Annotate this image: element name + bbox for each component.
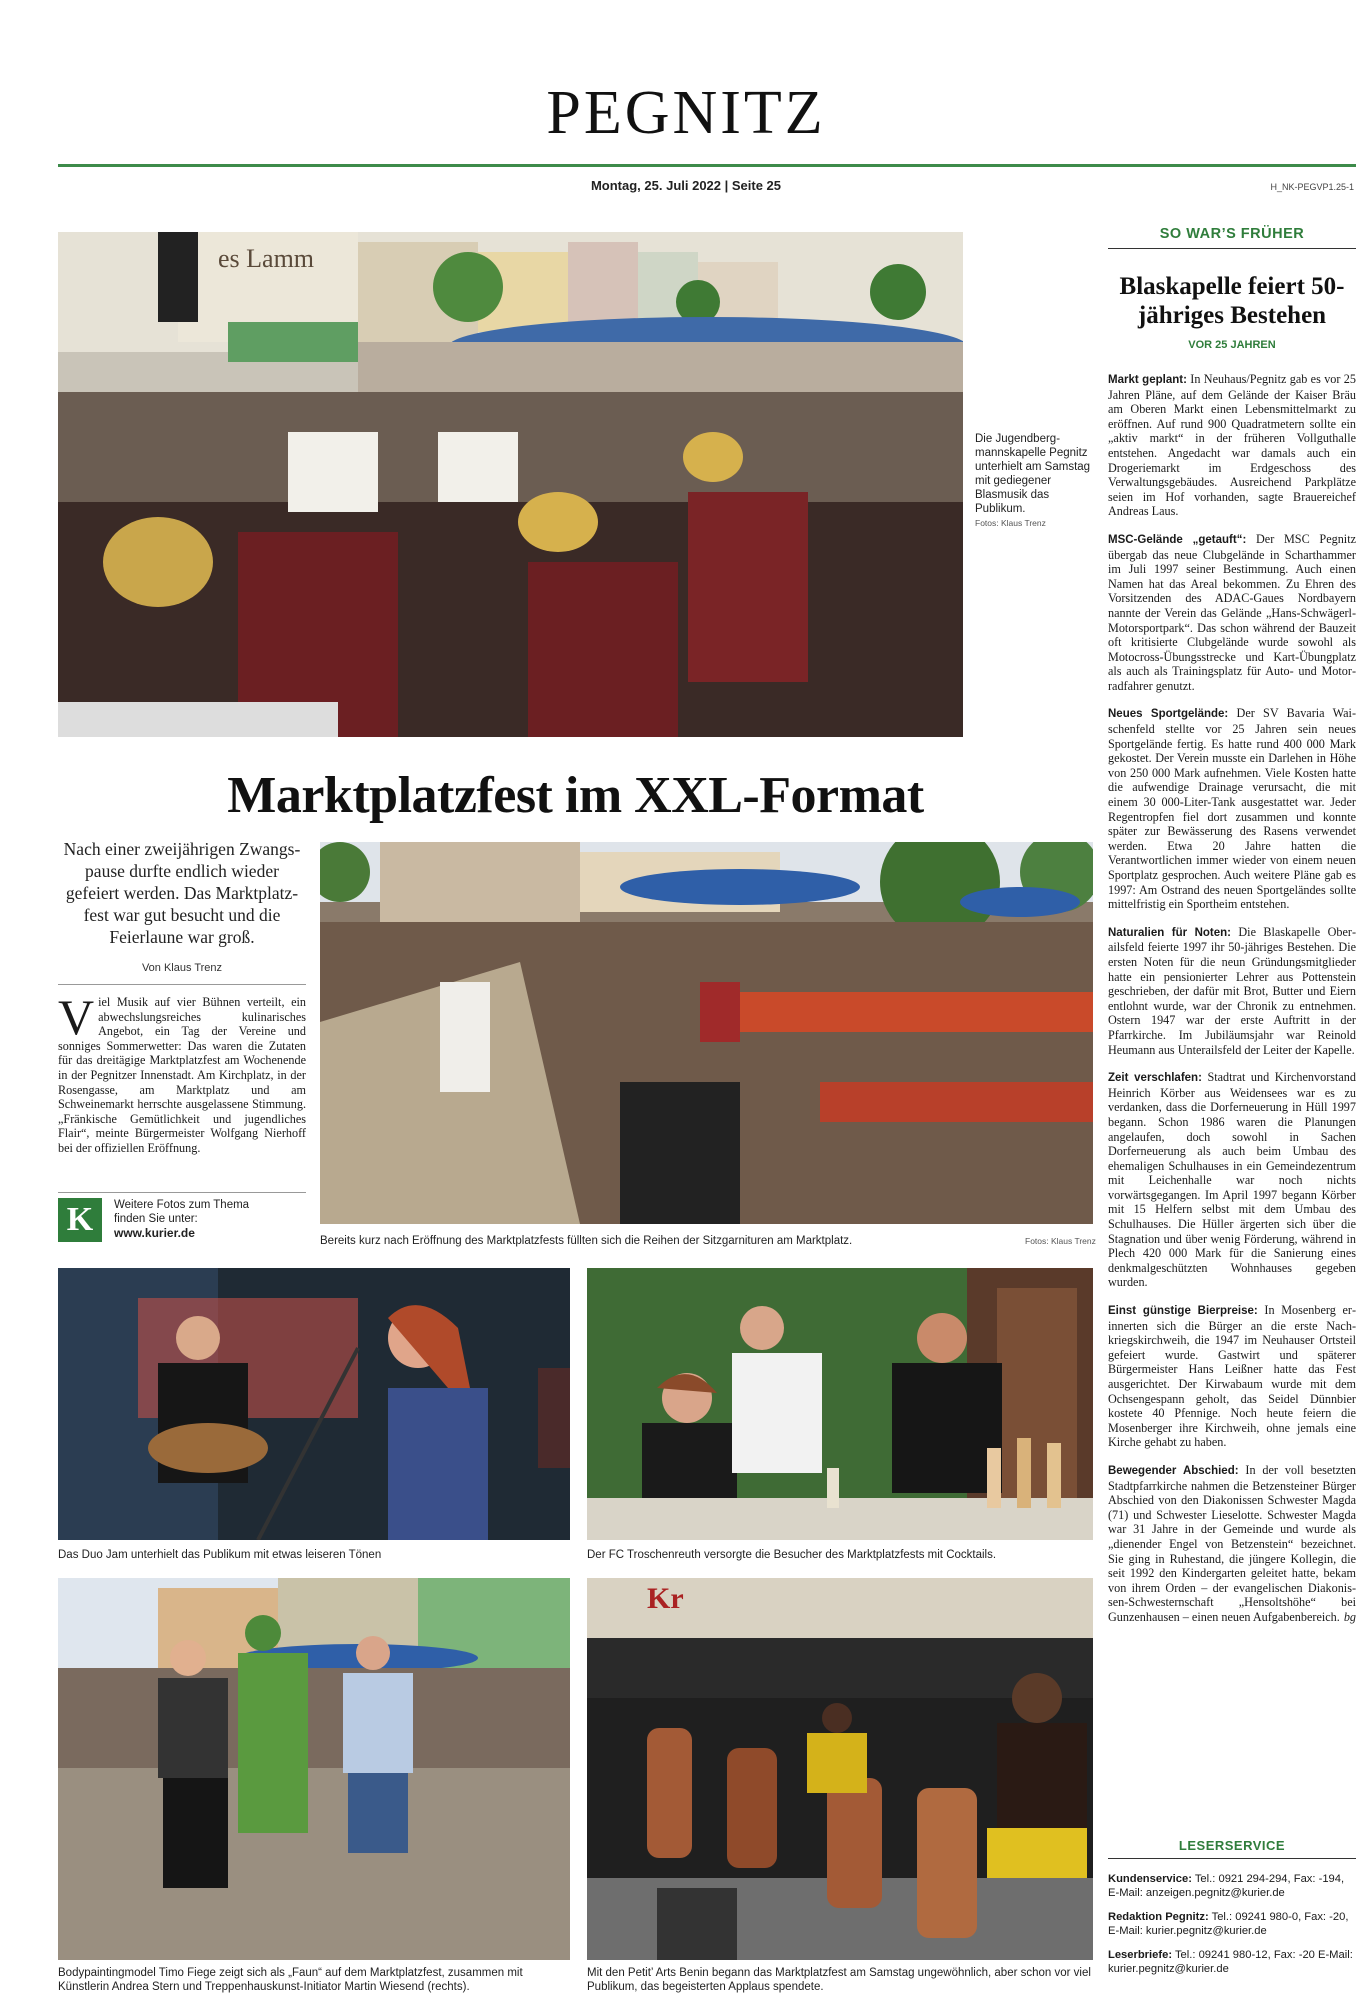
sidebar-body [1108, 372, 1356, 1638]
author-rule [58, 984, 306, 985]
sidebar-item-text: In Neuhaus/Pegnitz gab es vor 25 Jahren Pläne, auf dem Gelände der Kaiser Bräu am Oberen Markt einen Lebensmittelmarkt zu eröffnen. Auf rund 900 Quadratmetern sollte ein „aktiv markt“ in der früheren Vollguthalle entstehen. Angedacht war damals auch ein Drogeriemarkt im Erdgeschoss des Verwaltungsgebäudes. Ausreichend Parkplätze seien im Hof vorhanden, sagte Brauereichef Andreas Laus. [1108, 372, 1356, 519]
photo-credit: Fotos: Klaus Trenz [975, 518, 1046, 528]
gasthaus-sign: es Lamm [218, 244, 315, 273]
service-kicker: LESERSERVICE [1178, 1838, 1286, 1853]
sidebar-subtitle: VOR 25 JAHREN [1188, 339, 1276, 351]
cocktails-caption: Der FC Troschenreuth versorgte die Besucher des Marktplatzfests mit Cocktails. [587, 1549, 997, 1561]
service-item [1108, 1910, 1356, 1938]
service-rule [1108, 1858, 1356, 1859]
sidebar-item-text: Der MSC Pegnitz übergab das neue Clubgelände in Scharthammer im Juli 1997 seiner Bestimmung. Auch einen Namen hat das Areal bekommen. Zu Ehren des Vorsitzenden des ADAC-Gaues Nordbayern nannte der Verein das Gelände „Hans-Schwägerl-Motorsportpark“. Das schon während der Bauzeit oft kritisierte Clubgelände wurde sowohl als Motocross-Übungsstrecke und Kart-Übungplatz als auch als Trainingsplatz für Auto- und Motorradfahrer genutzt. [1108, 531, 1356, 693]
article-body-text: iel Musik auf vier Bühnen verteilt, ein abwechslungsreiches kulinarisches Angebot, ein Tag der Vereine und sonniges Sommerwetter: Das waren die Zutaten für das dreitägige Marktplatzfest am Wochenende in der Pegnitzer Innenstadt. Am Kirchplatz, in der Rosengasse, am Marktplatz und am Schweinemarkt herrschte ausgelassene Stimmung. „Fränkische Gemütlichkeit und jugendliches Flair“, meinte Bürgermeister Wolfgang Nierhoff bei der offiziellen Eröffnung. [58, 995, 306, 1155]
faun-caption: Bodypaintingmodel Timo Fiege zeigt sich als „Faun“ auf dem Marktplatzfest, zusammen mit Künstlerin Andrea Stern und Treppenhauskunst-Initiator Martin Wiesend (rechts). [58, 1967, 523, 1993]
more-photos-box [58, 1198, 306, 1248]
sidebar-item-text: Der SV Bavaria Waischenfeld stellte vor 25 Jahren sein neues Sportgelände fertig. Es hatte rund 400 000 Mark gekostet. Der Verein musste ein Darlehen in Höhe von 250 000 Mark aufnehmen. Viele Kosten hatte die aufwendige Drainage verursacht, die mit einem 30 000-Liter-Tank ausgestattet war. Jeder Regentropfen fiel dort zusammen und konnte später zur Bewässerung des Rasens verwendet werden. Etwa 20 Jahre hatten die Verantwortlichen immer wieder von einem neuen Sportplatz gesprochen. Auch weitere Pläne gab es 1997: Am Ostrand des neuen Sportgeländes sollte mittelfristig ein Sportheim entstehen. [1108, 706, 1356, 912]
drop-cap: V [58, 989, 95, 1045]
sidebar-item-lead: Bewegender Abschied: [1108, 1464, 1239, 1477]
crowd-caption: Bereits kurz nach Eröffnung des Marktplatzfests füllten sich die Reihen der Sitzgarnituren am Marktplatz. [320, 1235, 853, 1247]
masthead-rule [58, 164, 1356, 167]
sidebar-item-lead: Zeit verschlafen: [1108, 1072, 1202, 1085]
article-teaser: Nach einer zweijährigen Zwangspause durfte endlich wieder gefeiert werden. Das Marktplatzfest war gut besucht und die Feierlaune war groß. [63, 839, 301, 947]
service-item-text: Tel.: 0921 294-294, Fax: -194, E-Mail: anzeigen.pegnitz@kurier.de [1108, 1873, 1345, 1899]
sidebar-kicker: SO WAR’S FRÜHER [1159, 226, 1305, 242]
sidebar-item [1108, 1303, 1356, 1450]
more-photos-label: Weitere Fotos zum Thema finden Sie unter: [114, 1199, 250, 1225]
sidebar-item-lead: Naturalien für Noten: [1108, 926, 1232, 939]
brass-band-caption-text: Die Jugendbergmannskapelle Pegnitz unterhielt am Samstag mit gediegener Blasmusik das Publikum. [975, 433, 1091, 515]
sidebar-item-text: Die Blaskapelle Oberailsfeld feierte 1997 ihr 50-jähriges Bestehen. Die ersten Noten für die neun Gründungsmitglieder hatte ein pensionierter Lehrer aus Pottenstein geschrieben, der dafür mit Brot, Butter und Eiern entlohnt wurde, war der Chronik zu entnehmen. Ostern 1947 war der erste Auftritt in der Pfarrkirche. Im Jubiläumsjahr war Reinold Heumann aus Unterailsfeld der Leiter der Kapelle. [1108, 924, 1356, 1057]
drums-photo [587, 1578, 1093, 1960]
crowd-photo [320, 842, 1093, 1224]
service-item-text: Tel.: 09241 980-0, Fax: -20, E-Mail: kurier.pegnitz@kurier.de [1108, 1911, 1349, 1937]
article-body [58, 989, 306, 1156]
service-item [1108, 1948, 1356, 1976]
sidebar-item-text: Stadtrat und Kirchenvorstand Heinrich Körber aus Weidensees war es zu verdanken, dass die Dorferneuerung in Hüll 1997 begann. Schon 1986 waren die Planungen angelaufen, doch sowohl in Sachen Dorferneuerung als auch beim Umbau des ehemaligen Schulhauses in ein Gemeindezentrum mit Leichenhalle war noch nichts vorwärtsgegangen. Im April 1997 begann Körber mit 15 Helfern selbst mit dem Umbau des Schulhauses. Die Hüller ärgerten sich über die Stagnation und über wenig Förderung, während in Plech 420 000 Mark für die Sanierung eines denkmalgeschützten Wohnhauses gegeben wurden. [1108, 1070, 1356, 1290]
sidebar-item-lead: Markt geplant: [1108, 374, 1187, 386]
sidebar-item [1108, 925, 1356, 1057]
dateline: Montag, 25. Juli 2022 | Seite 25 [590, 178, 782, 193]
kurier-logo: K [58, 1198, 102, 1242]
article-headline: Marktplatzfest im XXL-Format [227, 767, 924, 824]
drums-caption: Mit den Petit’ Arts Benin begann das Marktplatzfest am Samstag ungewöhnlich, aber schon vor viel Publikum, das begeisterten Applaus spendete. [587, 1967, 1091, 1993]
sidebar-title: Blaskapelle feiert 50-jähriges Bestehen [1119, 273, 1345, 329]
sidebar-item [1108, 1463, 1356, 1625]
crowd-credit: Fotos: Klaus Trenz [1025, 1236, 1096, 1246]
more-rule [58, 1192, 306, 1193]
service-block [1108, 1872, 1356, 1986]
service-item-lead: Leserbriefe: [1108, 1949, 1173, 1961]
sidebar-item [1108, 532, 1356, 694]
section-title: PEGNITZ [546, 79, 826, 147]
page-code: H_NK-PEGVP1.25-1 [1270, 182, 1354, 192]
service-item-lead: Redaktion Pegnitz: [1108, 1911, 1209, 1923]
sidebar-item-lead: MSC-Gelände „getauft“: [1108, 533, 1247, 546]
cocktails-photo [587, 1268, 1093, 1540]
sidebar-item-text: In der voll besetzten Stadtpfarrkirche nahmen die Betzensteiner Bürger Abschied von den Diakonissen Schwester Magda (71) und Schwester Lieselotte. Schwester Magda war 31 Jahre in der Gemeinde und wurde als „dienender Engel von Betzenstein“ bezeichnet. Sie ging in Ruhestand, die jüngere Kollegin, die seit 1992 den Kindergarten geleitet hatte, bekam von ihrem Orden – der evangelischen Diakonissen-Schwesternschaft „Hensoltshöhe“ bei Gunzenhausen – einen neuen Aufgabenbereich. [1108, 1462, 1357, 1624]
service-item-text: Tel.: 09241 980-12, Fax: -20 E-Mail: kurier.pegnitz@kurier.de [1108, 1949, 1353, 1975]
faun-photo [58, 1578, 570, 1960]
brass-band-photo [58, 232, 963, 737]
brass-band-caption [975, 432, 1097, 530]
author-signature: bg [1343, 1609, 1356, 1624]
sidebar-item [1108, 1070, 1356, 1290]
sidebar-item-text: In Mosenberg erinnerten sich die Bürger an die erste Nachkriegskirchweih, die 1947 im Neuhauser Ortsteil gefeiert wurde. Gastwirt und späterer Bürgermeister Hans Leißner hatte das Fest ausgerichtet. Der Kirwabaum wurde mit dem Ochsengespann geholt, das Seidel Dünnbier kostete 40 Pfennige. Noch heute feiern die Mosenberger ihre Kirchweih, ohne jemals eine Kirche gehabt zu haben. [1108, 1303, 1356, 1450]
duo-photo [58, 1268, 570, 1540]
duo-caption: Das Duo Jam unterhielt das Publikum mit etwas leiseren Tönen [58, 1549, 382, 1561]
svg-text:Kr: Kr [647, 1582, 684, 1615]
sidebar-item [1108, 372, 1356, 519]
service-item [1108, 1872, 1356, 1900]
service-item-lead: Kundenservice: [1108, 1873, 1192, 1885]
sidebar-item-lead: Neues Sportgelände: [1108, 708, 1229, 721]
kurier-link[interactable]: www.kurier.de [114, 1226, 195, 1240]
article-author: Von Klaus Trenz [141, 962, 223, 974]
sidebar-item [1108, 706, 1356, 911]
more-photos-text [114, 1198, 264, 1241]
sidebar-item-lead: Einst günstige Bierpreise: [1108, 1305, 1258, 1318]
sidebar-rule [1108, 248, 1356, 249]
